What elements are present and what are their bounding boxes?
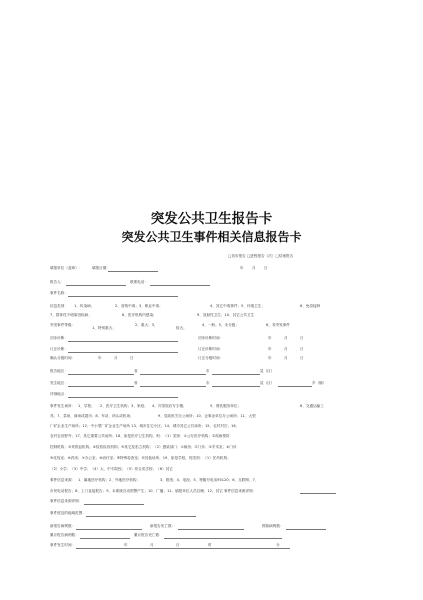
- type-8: 8、医疗机构内感染；: [122, 313, 157, 317]
- underline: [84, 504, 144, 505]
- place-2: 2、医疗卫生机构；3、家庭；: [100, 404, 148, 408]
- label-day: 日: [300, 336, 304, 340]
- place-row-6: ⑤化验室；⑥药房；⑦办公室；⑧治疗室；⑨特殊检查室；⑩其他场所；19、如是学校，则类别：（1）托幼机构；: [50, 456, 231, 460]
- underline: [76, 529, 142, 530]
- underline: [212, 386, 260, 387]
- label-grade: 突发事件等级：: [50, 323, 76, 327]
- grade-1: 1、特别重大；: [92, 326, 116, 330]
- label-corr-diag-time: 订正诊断时间：: [198, 347, 224, 351]
- underline: [212, 374, 260, 375]
- underline: [68, 352, 178, 353]
- grade-4: 4、一般；5、未分级；: [202, 323, 239, 327]
- label-occur-area: 发生地区：: [50, 381, 68, 385]
- place-row-3: 厂矿企业生产场所；12、中小型厂矿企业生产场所 13、城市住宅小区；14、城市其它公共场所；15、农村村庄；16、: [50, 424, 240, 428]
- underline: [140, 386, 206, 387]
- label-county: 县（区）: [260, 369, 275, 373]
- source-2: 3、报纸；4、电视；5、特服号电话95120；6、互联网；7、: [160, 478, 259, 482]
- type-9: 9、放射性卫生；10、其它公共卫生: [197, 313, 255, 317]
- underline: [68, 374, 134, 375]
- label-month: 月: [252, 266, 256, 270]
- label-date: 填报日期：: [92, 266, 110, 270]
- underline: [150, 285, 210, 286]
- underline: [300, 493, 336, 494]
- label-reporter: 报告人：: [50, 280, 65, 284]
- label-address: 详细地点：: [50, 392, 68, 396]
- label-year: 年: [268, 336, 272, 340]
- label-total-cases: 累计报告病例数：: [50, 533, 79, 537]
- type-1: 1、传染病；: [74, 304, 95, 308]
- label-day: 日: [300, 356, 304, 360]
- label-day: 日: [176, 543, 180, 547]
- page-subtitle: 突发公共卫生事件相关信息报告卡: [121, 230, 302, 244]
- label-month: 月: [284, 347, 288, 351]
- label-event-name: 事件名称：: [50, 291, 68, 295]
- label-province: 省: [134, 369, 138, 373]
- underline: [66, 285, 126, 286]
- label-day: 日: [264, 266, 268, 270]
- label-month: 月: [150, 543, 154, 547]
- page-title: 突发公共卫生报告卡: [150, 211, 273, 227]
- type-6: 6、免疫接种: [300, 304, 321, 308]
- place-6: 6、交通运输工: [300, 404, 324, 408]
- underline: [68, 397, 178, 398]
- label-province: 省: [134, 381, 138, 385]
- place-1: 1、学校；: [78, 404, 95, 408]
- place-row-5: 控制机构；③采供血机构；④检验检疫机构；⑤其它及私立机构；（2）感染部门：①病房；②门诊；③手术室；④门诊: [50, 445, 237, 449]
- label-unit: 填报单位（盖章）：: [50, 266, 83, 270]
- label-report-area: 报告地区：: [50, 369, 68, 373]
- place-5: 5、餐饮服务单位；: [210, 404, 242, 408]
- underline: [140, 374, 206, 375]
- label-city: 市: [206, 369, 210, 373]
- label-year: 年: [240, 266, 244, 270]
- label-phone: 联系电话：: [130, 280, 148, 284]
- label-year: 年: [268, 356, 272, 360]
- label-excluded: 排除病例数：: [262, 524, 284, 528]
- underline: [164, 538, 282, 539]
- type-4: 4、其它中毒事件；5、环境卫生；: [210, 304, 265, 308]
- underline: [278, 386, 312, 387]
- source-3: 市民电话报告；8、上门直接报告；9、本系统自动预警产生；10、广播；11、填报单位人员目睹；12、其它 事件信息来源详细：: [50, 489, 257, 493]
- underline: [80, 538, 130, 539]
- label-place: 事件发生场所：: [50, 404, 76, 408]
- underline: [178, 529, 244, 530]
- label-hour: 时: [208, 543, 212, 547]
- label-new-cases: 新报告病例数：: [50, 524, 76, 528]
- label-type: 信息类别：: [50, 304, 68, 308]
- type-2: 2、食物中毒；3、职业中毒；: [115, 304, 163, 308]
- underline: [68, 296, 178, 297]
- label-year: 年: [268, 347, 272, 351]
- label-year: 年: [124, 543, 128, 547]
- report-type: □初步报告 □进程报告（次）□结案报告: [228, 254, 294, 258]
- underline: [286, 529, 326, 530]
- label-day: 日: [300, 347, 304, 351]
- label-total-deaths: 累计报告死亡数：: [134, 533, 163, 537]
- label-new-deaths: 新报告死亡数：: [150, 524, 176, 528]
- place-row-2b: 9、党政机关办公场所；10、企事业单位办公场所；11、大型: [158, 414, 256, 418]
- grade-2: 2、重大；3、: [135, 323, 158, 327]
- label-init-diag: 初步诊断：: [50, 336, 68, 340]
- label-day: 日: [130, 356, 134, 360]
- label-init-diag-time: 初步诊断时间：: [198, 336, 224, 340]
- label-corr-diag: 订正诊断：: [50, 347, 68, 351]
- label-source-desc: 事件信息来源详细：: [50, 499, 83, 503]
- label-township: 乡（镇）: [312, 381, 327, 385]
- underline: [86, 516, 196, 517]
- label-month: 月: [284, 356, 288, 360]
- underline: [68, 341, 178, 342]
- label-event-range: 事件波及的地域范围：: [50, 511, 86, 515]
- label-corr-grade-time: 订正分级时间：: [198, 356, 224, 360]
- label-month: 月: [284, 336, 288, 340]
- source-1: 1、属地医疗机构；2、外地医疗机构；: [78, 478, 141, 482]
- label-month: 月: [114, 356, 118, 360]
- label-city: 市: [206, 381, 210, 385]
- label-year: 年: [98, 356, 102, 360]
- underline: [76, 548, 290, 549]
- underline: [68, 386, 134, 387]
- place-row-2a: 具；7、菜场、商场或超市；8、车站、码头或机场；: [50, 414, 134, 418]
- grade-3: 较大；: [176, 326, 187, 330]
- type-7: 7、群体性不明原因疾病；: [50, 313, 92, 317]
- label-source: 事件信息来源：: [50, 478, 76, 482]
- place-row-7: （2）小学；（3）中学；（4）大、中专院校；（5）综合类学校；（6）其它: [50, 467, 173, 471]
- label-event-time: 事件发生时间：: [50, 543, 76, 547]
- underline: [108, 271, 158, 272]
- grade-6: 6、非突发事件: [266, 323, 290, 327]
- place-4: 4、宾馆饭店写字楼；: [152, 404, 187, 408]
- place-row-4: 农村农田野外；17、其它重要公共场所；18、如是医疗卫生机构，则：（1）类别：①公办医疗机构；②疾病预防: [50, 434, 230, 438]
- label-minute: 分: [276, 543, 280, 547]
- label-county: 县（区）: [260, 381, 275, 385]
- label-confirm-time: 确认分级时间：: [50, 356, 76, 360]
